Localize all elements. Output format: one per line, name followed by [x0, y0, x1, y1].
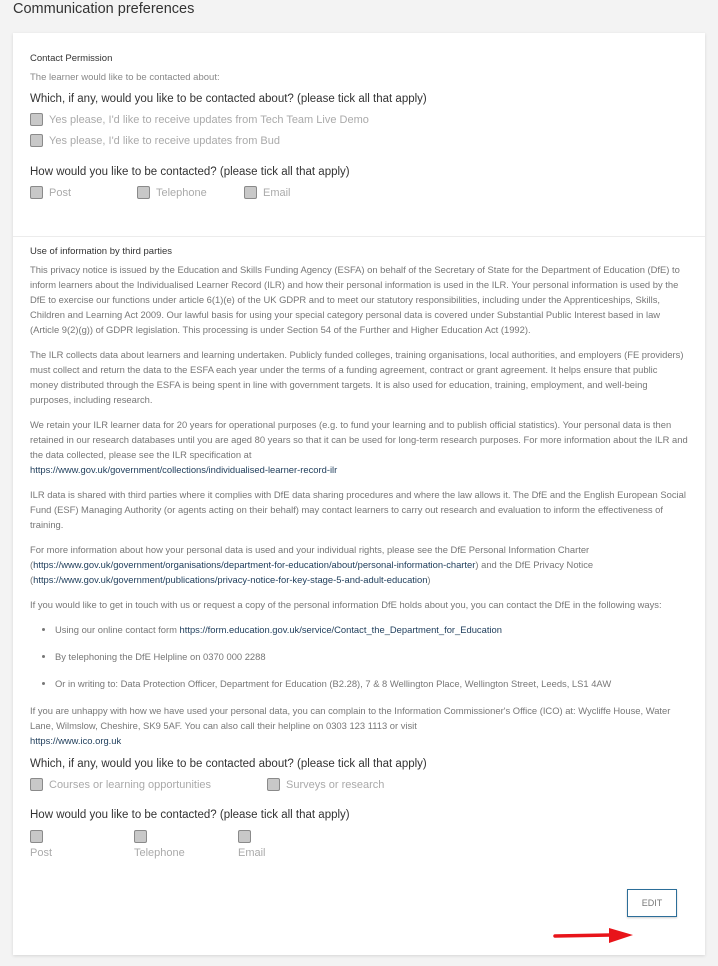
checkbox-label: Post [49, 186, 72, 199]
checkbox-label: Email [263, 186, 291, 199]
checkbox-icon[interactable] [30, 186, 43, 199]
checkbox-label: Post [30, 847, 53, 859]
privacy-paragraph: If you would like to get in touch with us or request a copy of the personal information DfE holds about you, you can contact the DfE in the following ways: [30, 599, 662, 610]
personal-information-charter-link[interactable]: https://www.gov.uk/government/organisations/department-for-education/about/personal-information-charter [33, 559, 476, 570]
checkbox-icon[interactable] [30, 134, 43, 147]
checkbox-icon[interactable] [30, 778, 43, 791]
ilr-link[interactable]: https://www.gov.uk/government/collections/individualised-learner-record-ilr [30, 464, 338, 475]
contact-permission-subtext: The learner would like to be contacted about: [30, 72, 220, 83]
checkbox-label: Telephone [156, 186, 207, 199]
list-item: • By telephoning the DfE Helpline on 0370 000 2288 [55, 649, 688, 664]
checkbox-icon[interactable] [134, 830, 147, 843]
checkbox-icon[interactable] [137, 186, 150, 199]
paragraph-text: We retain your ILR learner data for 20 years for operational purposes (e.g. to fund your learning and to publish official statistics). Your personal data is then retained in our research databases until you are aged 80 years so that it can be used for long-term research purposes. For more information about the ILR and the data collected, please see the ILR specification at [30, 419, 688, 460]
contact-permission-heading: Contact Permission [30, 53, 113, 64]
third-parties-section [30, 246, 688, 859]
checkbox-email-2[interactable] [238, 830, 266, 859]
checkbox-label: Telephone [134, 847, 185, 859]
privacy-paragraph [30, 542, 688, 587]
checkbox-label: Surveys or research [286, 778, 385, 791]
privacy-paragraph: This privacy notice is issued by the Education and Skills Funding Agency (ESFA) on behalf of the Secretary of State for the Department of Education (DfE) to inform learners about the Individualised Learner Record (ILR) and how their personal information is used in the ILR. Your personal information is used by the DfE to exercise our functions under article 6(1)(e) of the UK GDPR and to meet our statutory responsibilities, including under the Apprenticeships, Skills, Children and Learning Act 2009. Our lawful basis for using your special category personal data is covered under Substantial Public Interest based in law (Article 9(2)(g)) of GDPR legislation. This processing is under Section 54 of the Further and Higher Education Act (1992). [30, 264, 680, 335]
privacy-paragraph: The ILR collects data about learners and learning undertaken. Publicly funded colleges, training organisations, local authorities, and employers (FE providers) must collect and return the data to the ESFA each year under the terms of a funding agreement, contract or grant agreement. It helps ensure that public money distributed through the ESFA is being spent in line with government targets. It is also used for education, training, employment, and well-being purposes, including research. [30, 349, 684, 405]
contact-methods-list [30, 622, 688, 691]
ico-link[interactable]: https://www.ico.org.uk [30, 735, 122, 746]
checkbox-icon[interactable] [30, 830, 43, 843]
page-title: Communication preferences [13, 1, 195, 17]
checkbox-label: Yes please, I'd like to receive updates from Bud [49, 134, 280, 147]
checkbox-telephone-2[interactable] [134, 830, 238, 859]
checkbox-icon[interactable] [244, 186, 257, 199]
privacy-notice-link[interactable]: https://www.gov.uk/government/publications/privacy-notice-for-key-stage-5-and-adult-education [33, 574, 428, 585]
paragraph-text: For more information about how your personal data is used and your individual rights, please see the DfE Personal Information Charter ( [30, 544, 590, 570]
privacy-paragraph [30, 417, 688, 477]
list-item [55, 622, 688, 637]
third-parties-heading: Use of information by third parties [30, 246, 173, 257]
question-contact-topics: Which, if any, would you like to be contacted about? (please tick all that apply) [30, 93, 427, 105]
checkbox-updates-tech-team[interactable] [30, 113, 688, 126]
checkbox-label: Yes please, I'd like to receive updates from Tech Team Live Demo [49, 113, 369, 126]
section-divider [13, 236, 705, 237]
question-contact-method: How would you like to be contacted? (please tick all that apply) [30, 166, 350, 178]
checkbox-email[interactable] [244, 186, 291, 199]
checkbox-updates-bud[interactable] [30, 134, 688, 147]
communication-preferences-card [13, 33, 705, 955]
list-item-text: Using our online contact form [55, 624, 180, 635]
checkbox-icon[interactable] [267, 778, 280, 791]
privacy-paragraph: ILR data is shared with third parties where it complies with DfE data sharing procedures and where the law allows it. The DfE and the English European Social Fund (ESF) Managing Authority (or agents acting on their behalf) may contact learners to carry out research and evaluation to inform the effectiveness of training. [30, 489, 686, 530]
question-third-party-method: How would you like to be contacted? (please tick all that apply) [30, 809, 350, 821]
paragraph-text: If you are unhappy with how we have used your personal data, you can complain to the Information Commissioner's Office (ICO) at: Wycliffe House, Water Lane, Wilmslow, Cheshire, SK9 5AF. You can also call their helpline on 0303 123 1113 or visit [30, 705, 671, 731]
list-item: • Or in writing to: Data Protection Officer, Department for Education (B2.28), 7 & 8 Wellington Place, Wellington Street, Leeds, LS1 4AW [55, 676, 688, 691]
contact-form-link[interactable]: https://form.education.gov.uk/service/Contact_the_Department_for_Education [179, 624, 502, 635]
checkbox-label: Courses or learning opportunities [49, 778, 212, 791]
checkbox-telephone[interactable] [137, 186, 244, 199]
checkbox-surveys[interactable] [267, 778, 384, 791]
checkbox-label: Email [238, 847, 266, 859]
edit-button[interactable]: EDIT [627, 889, 677, 917]
checkbox-courses[interactable] [30, 778, 267, 791]
checkbox-icon[interactable] [238, 830, 251, 843]
paragraph-text: ) and the DfE Privacy Notice ( [30, 559, 594, 585]
paragraph-text: ) [427, 574, 431, 585]
privacy-paragraph [30, 703, 688, 748]
red-arrow-icon [553, 927, 633, 945]
question-third-party-topics: Which, if any, would you like to be contacted about? (please tick all that apply) [30, 758, 427, 770]
checkbox-icon[interactable] [30, 113, 43, 126]
checkbox-post[interactable] [30, 186, 137, 199]
contact-permission-section [30, 53, 688, 199]
checkbox-post-2[interactable] [30, 830, 134, 859]
